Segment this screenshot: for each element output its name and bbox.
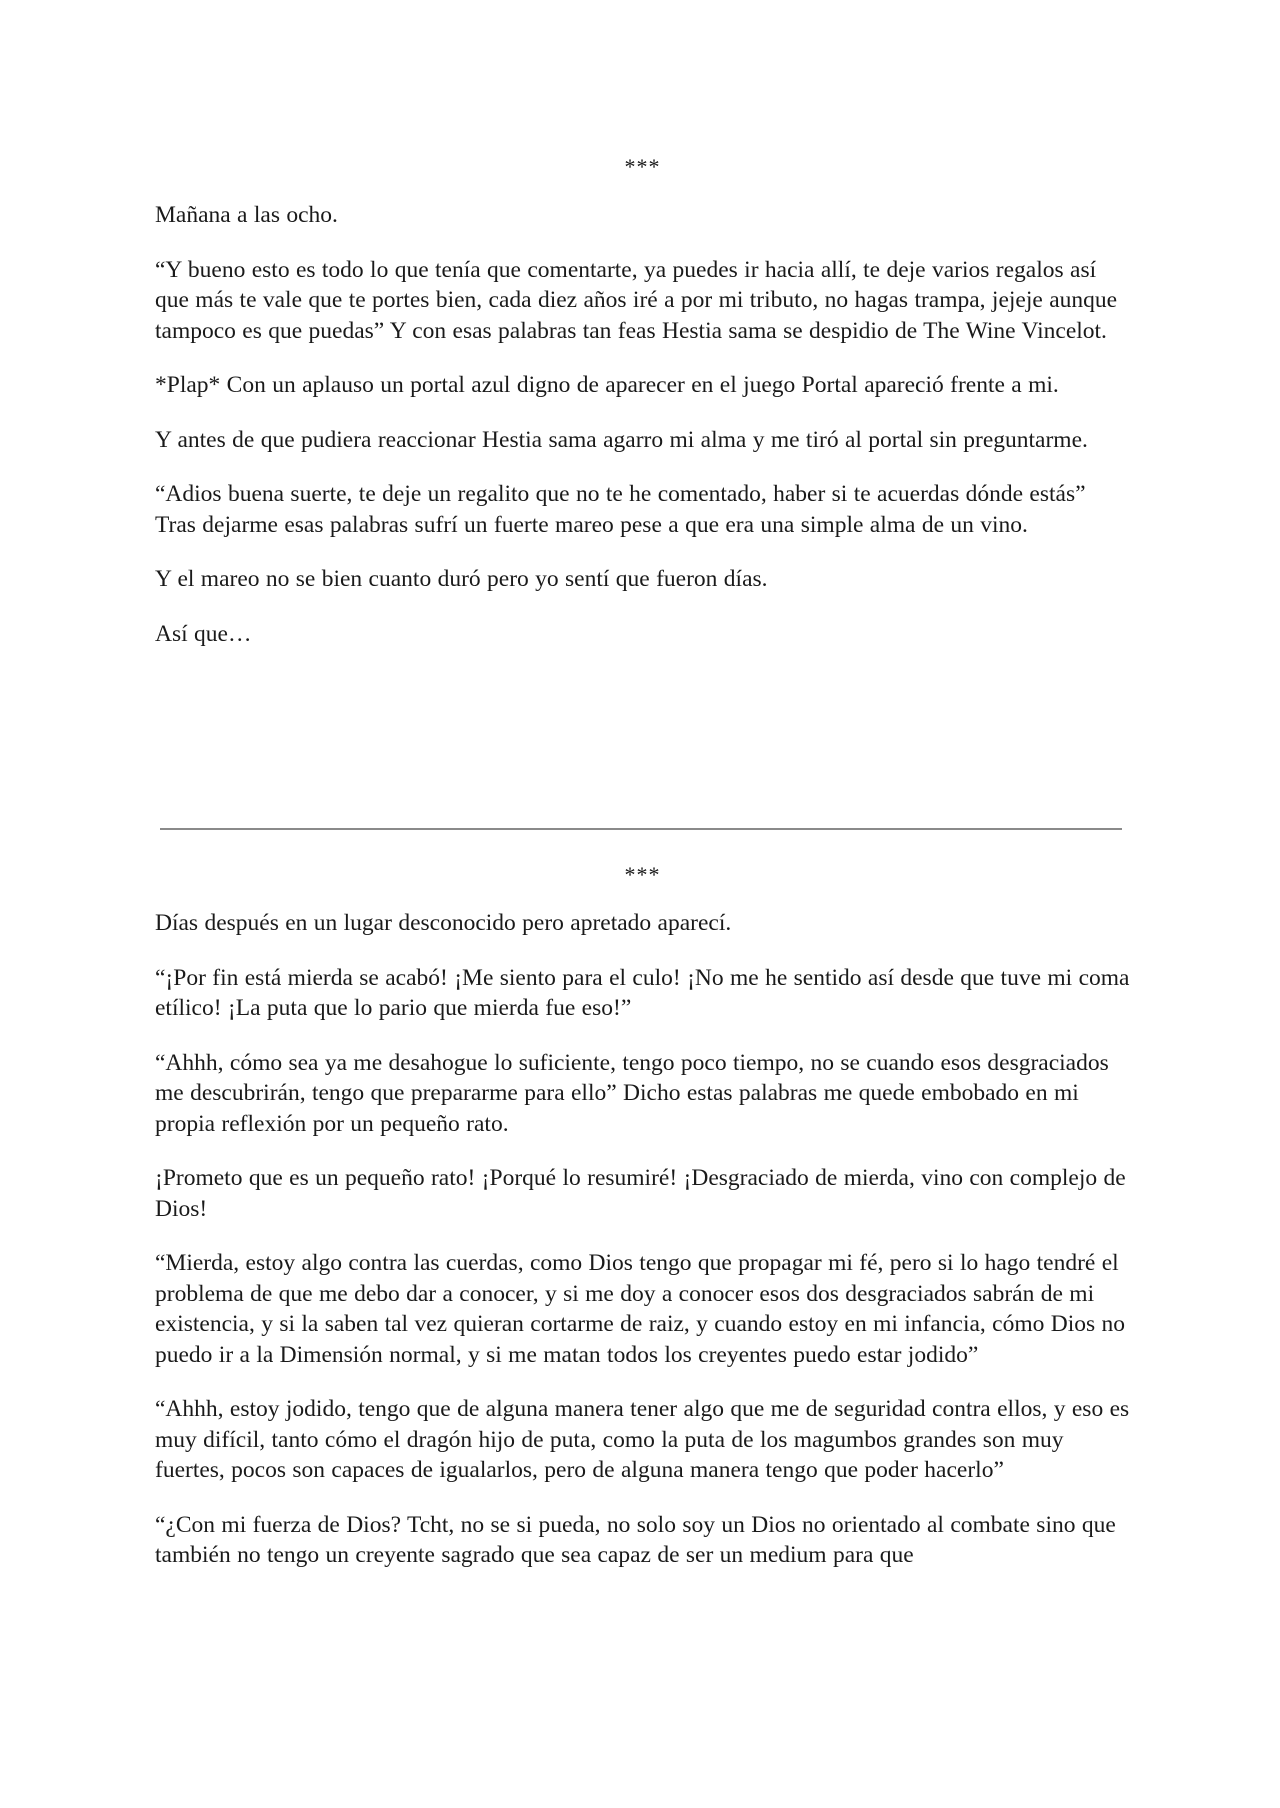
section-separator: *** <box>624 862 661 887</box>
paragraph: ¡Prometo que es un pequeño rato! ¡Porqué lo resumiré! ¡Desgraciado de mierda, vino con complejo de Dios! <box>155 1165 1126 1222</box>
paragraph: “Mierda, estoy algo contra las cuerdas, como Dios tengo que propagar mi fé, pero si lo hago tendré el problema de que me debo dar a conocer, y si me doy a conocer esos dos desgraciados sabrán de mi existencia, y si la saben tal vez quieran cortarme de raiz, y cuando estoy en mi infancia, cómo Dios no puedo ir a la Dimensión normal, y si me matan todos los creyentes puedo estar jodido” <box>155 1250 1126 1368</box>
paragraph: *Plap* Con un aplauso un portal azul digno de aparecer en el juego Portal apareció frente a mi. <box>155 372 1059 398</box>
section-separator: *** <box>624 154 661 179</box>
paragraph: Así que… <box>155 620 252 647</box>
paragraph: “¿Con mi fuerza de Dios? Tcht, no se si pueda, no solo soy un Dios no orientado al combate sino que también no tengo un creyente sagrado que sea capaz de ser un medium para que <box>155 1511 1116 1568</box>
paragraph: “¡Por fin está mierda se acabó! ¡Me siento para el culo! ¡No me he sentido así desde que tuve mi coma etílico! ¡La puta que lo pario que mierda fue eso!” <box>155 964 1130 1021</box>
paragraph: “Y bueno esto es todo lo que tenía que comentarte, ya puedes ir hacia allí, te deje varios regalos así que más te vale que te portes bien, cada diez años iré a por mi tributo, no hagas trampa, jejeje aunque tampoco es que puedas” Y con esas palabras tan feas Hestia sama se despidio de The Wine Vincelot. <box>155 256 1118 344</box>
section-2 <box>155 860 1130 1595</box>
section-1 <box>155 152 1130 673</box>
paragraph: “Ahhh, estoy jodido, tengo que de alguna manera tener algo que me de seguridad contra ellos, y eso es muy difícil, tanto cómo el dragón hijo de puta, como la puta de los magumbos grandes son muy fuertes, pocos son capaces de igualarlos, pero de alguna manera tengo que poder hacerlo” <box>155 1396 1130 1483</box>
paragraph: Mañana a las ocho. <box>155 202 338 228</box>
paragraph: “Ahhh, cómo sea ya me desahogue lo suficiente, tengo poco tiempo, no se cuando esos desgraciados me descubrirán, tengo que prepararme para ello” Dicho estas palabras me quede embobado en mi propia reflexión por un pequeño rato. <box>155 1049 1109 1137</box>
horizontal-rule <box>160 828 1122 830</box>
paragraph: Y antes de que pudiera reaccionar Hestia sama agarro mi alma y me tiró al portal sin preguntarme. <box>155 426 1088 453</box>
paragraph: Días después en un lugar desconocido pero apretado aparecí. <box>155 910 732 936</box>
paragraph: “Adios buena suerte, te deje un regalito que no te he comentado, haber si te acuerdas dónde estás” Tras dejarme esas palabras sufrí un fuerte mareo pese a que era una simple alma de un vino. <box>155 481 1086 538</box>
paragraph: Y el mareo no se bien cuanto duró pero yo sentí que fueron días. <box>155 566 768 592</box>
